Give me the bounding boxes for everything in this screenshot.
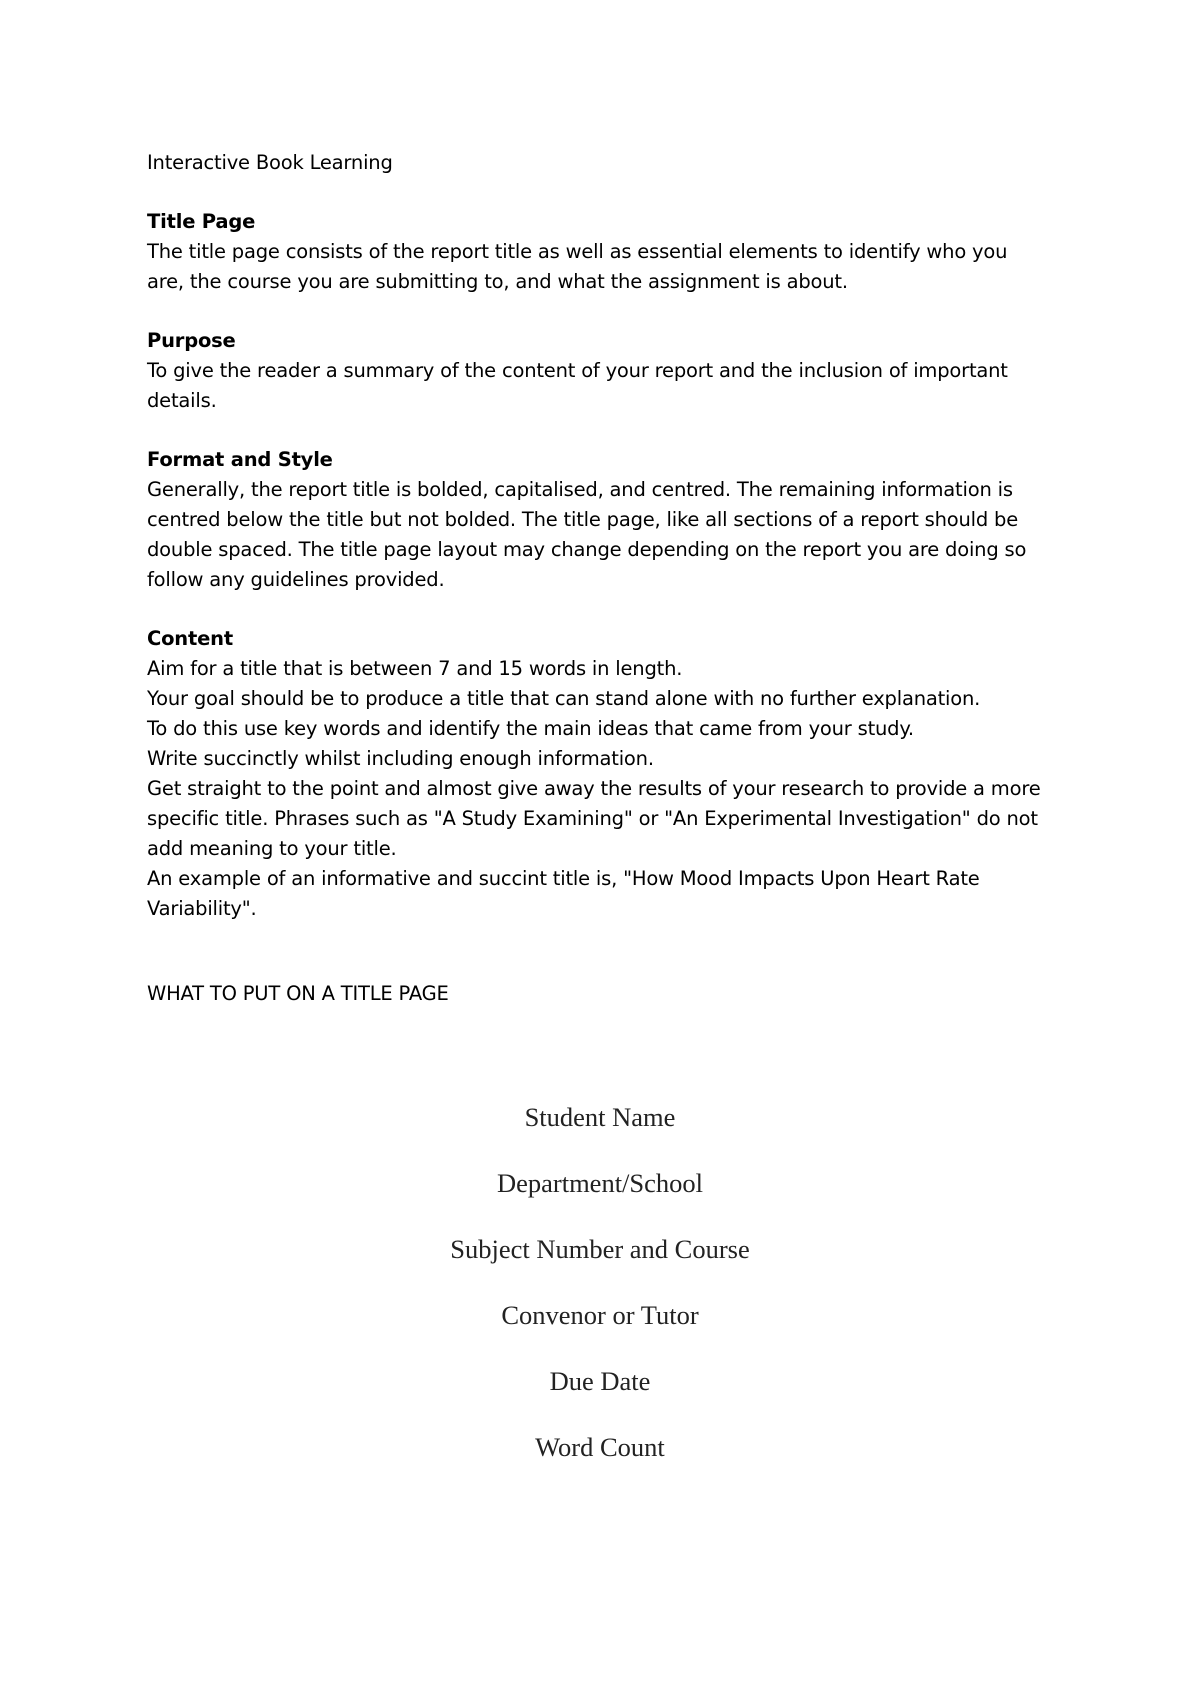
section-title-page [147, 207, 1077, 297]
section-line: The title page consists of the report title as well as essential elements to identify who you [147, 240, 1008, 263]
sample-title-page [0, 1102, 1200, 1498]
section-line: An example of an informative and succint title is, "How Mood Impacts Upon Heart Rate [147, 867, 980, 890]
section-line: To give the reader a summary of the content of your report and the inclusion of important [147, 359, 1008, 382]
spacer [147, 595, 1077, 624]
what-to-put-heading: WHAT TO PUT ON A TITLE PAGE [147, 982, 449, 1005]
title-page-item-word-count: Word Count [535, 1432, 665, 1462]
section-line: centred below the title but not bolded. The title page, like all sections of a report should be [147, 508, 1019, 531]
section-heading: Format and Style [147, 448, 333, 471]
section-format-and-style [147, 445, 1077, 595]
spacer [147, 297, 1077, 326]
section-line: add meaning to your title. [147, 837, 397, 860]
section-line: Aim for a title that is between 7 and 15 words in length. [147, 657, 683, 680]
title-page-item-subject: Subject Number and Course [450, 1234, 750, 1264]
section-heading: Title Page [147, 210, 256, 233]
section-line: are, the course you are submitting to, and what the assignment is about. [147, 270, 848, 293]
title-page-item-convenor: Convenor or Tutor [501, 1300, 699, 1330]
section-heading: Purpose [147, 329, 236, 352]
section-line: double spaced. The title page layout may change depending on the report you are doing so [147, 538, 1027, 561]
title-page-item-student-name: Student Name [524, 1102, 676, 1132]
section-line: Get straight to the point and almost give away the results of your research to provide a more [147, 777, 1041, 800]
section-line: specific title. Phrases such as "A Study Examining" or "An Experimental Investigation" do not [147, 807, 1038, 830]
section-line: follow any guidelines provided. [147, 568, 445, 591]
section-heading: Content [147, 627, 233, 650]
document-title: Interactive Book Learning [147, 151, 393, 174]
spacer [147, 178, 1077, 207]
section-line: Your goal should be to produce a title that can stand alone with no further explanation. [147, 687, 981, 710]
title-page-item-due-date: Due Date [549, 1366, 651, 1396]
section-line: Variability". [147, 897, 257, 920]
section-purpose [147, 326, 1077, 416]
section-line: Write succinctly whilst including enough information. [147, 747, 654, 770]
section-line: Generally, the report title is bolded, capitalised, and centred. The remaining information is [147, 478, 1013, 501]
section-line: details. [147, 389, 217, 412]
spacer [147, 416, 1077, 445]
document-body [147, 148, 1077, 1009]
section-line: To do this use key words and identify the main ideas that came from your study. [147, 717, 914, 740]
spacer [147, 924, 1077, 979]
title-page-item-department: Department/School [496, 1168, 704, 1198]
section-content [147, 624, 1077, 924]
